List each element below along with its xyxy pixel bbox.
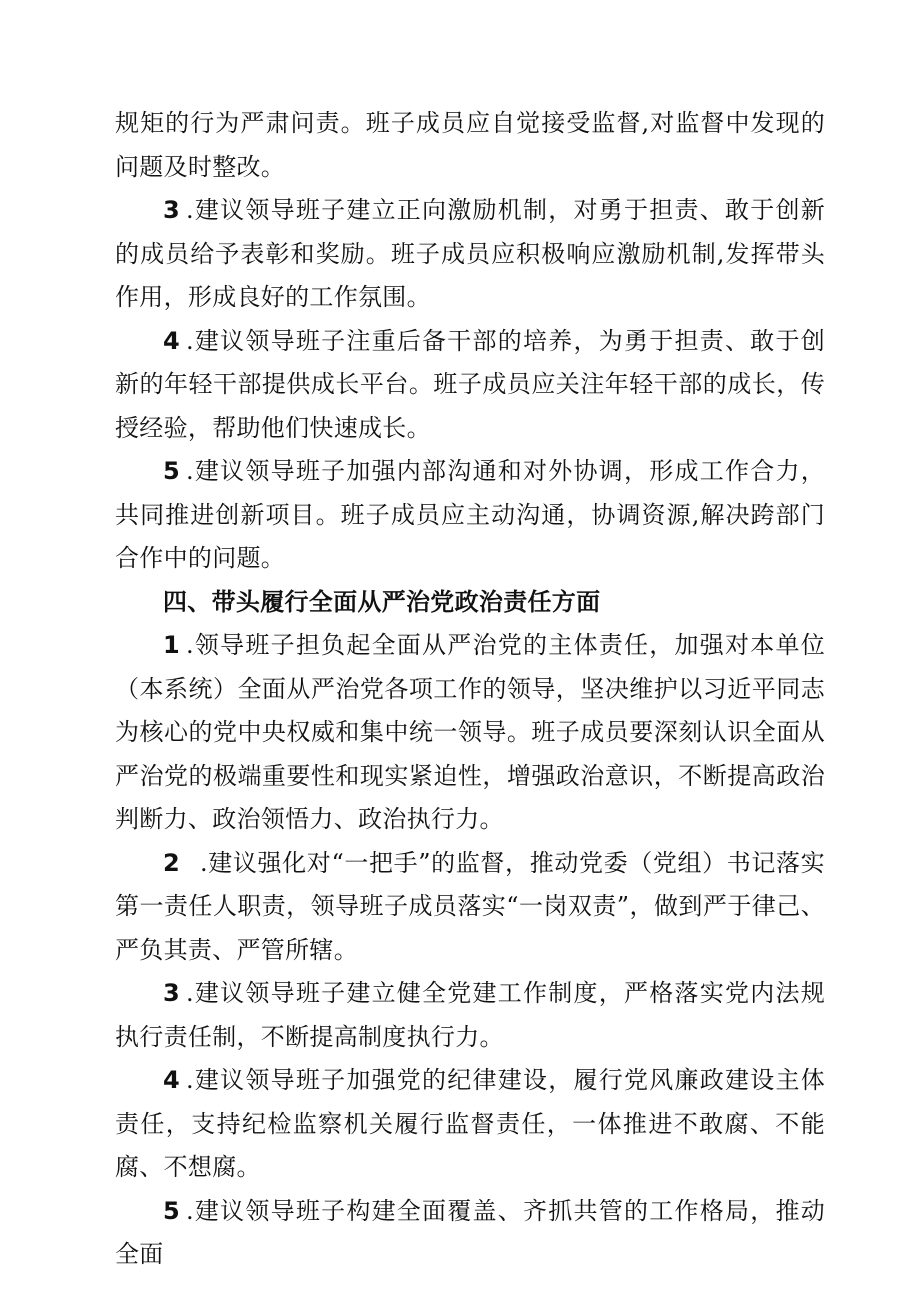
document-body [115, 102, 825, 1277]
paragraph-text: .建议领导班子构建全面覆盖、齐抓共管的工作格局，推动全面 [115, 1196, 825, 1268]
paragraph-item-4 [115, 320, 825, 451]
paragraph-text: .建议强化对“一把手”的监督，推动党委（党组）书记落实第一责任人职责，领导班子成员落实“一岗双责”，做到严于律己、严负其责、严管所辖。 [115, 848, 825, 964]
section-item-4 [115, 1059, 825, 1190]
paragraph-item-5 [115, 450, 825, 581]
item-number: 4 [163, 326, 180, 355]
paragraph-text: .建议领导班子建立健全党建工作制度，严格落实党内法规执行责任制，不断提高制度执行力。 [115, 979, 825, 1051]
section-heading: 四、带头履行全面从严治党政治责任方面 [163, 587, 601, 616]
section-item-1 [115, 624, 825, 842]
paragraph-text: .建议领导班子注重后备干部的培养，为勇于担责、敢于创新的年轻干部提供成长平台。班子成员应关注年轻干部的成长，传授经验，帮助他们快速成长。 [115, 326, 825, 442]
item-number: 2 [163, 848, 180, 877]
item-number: 5 [163, 1196, 180, 1225]
paragraph-text: .领导班子担负起全面从严治党的主体责任，加强对本单位（本系统）全面从严治党各项工作的领导，坚决维护以习近平同志为核心的党中央权威和集中统一领导。班子成员要深刻认识全面从严治党的极端重要性和现实紧迫性，增强政治意识，不断提高政治判断力、政治领悟力、政治执行力。 [115, 631, 825, 833]
paragraph-item-3 [115, 189, 825, 320]
item-number: 5 [163, 457, 180, 485]
section-item-2 [115, 842, 825, 973]
paragraph-text: 规矩的行为严肃问责。班子成员应自觉接受监督,对监督中发现的问题及时整改。 [115, 109, 825, 181]
section-item-5 [115, 1190, 825, 1277]
paragraph-text: .建议领导班子加强党的纪律建设，履行党风廉政建设主体责任，支持纪检监察机关履行监督责任，一体推进不敢腐、不能腐、不想腐。 [115, 1066, 825, 1181]
item-number: 3 [163, 196, 180, 224]
paragraph-text: .建议领导班子加强内部沟通和对外协调，形成工作合力，共同推进创新项目。班子成员应主动沟通，协调资源,解决跨部门合作中的问题。 [115, 457, 825, 572]
item-number: 4 [163, 1066, 180, 1094]
section-item-3 [115, 972, 825, 1059]
item-number: 3 [163, 979, 180, 1007]
paragraph-continued [115, 102, 825, 189]
paragraph-text: .建议领导班子建立正向激励机制，对勇于担责、敢于创新的成员给予表彰和奖励。班子成员应积极响应激励机制,发挥带头作用，形成良好的工作氛围。 [115, 196, 825, 311]
item-number: 1 [163, 631, 180, 659]
